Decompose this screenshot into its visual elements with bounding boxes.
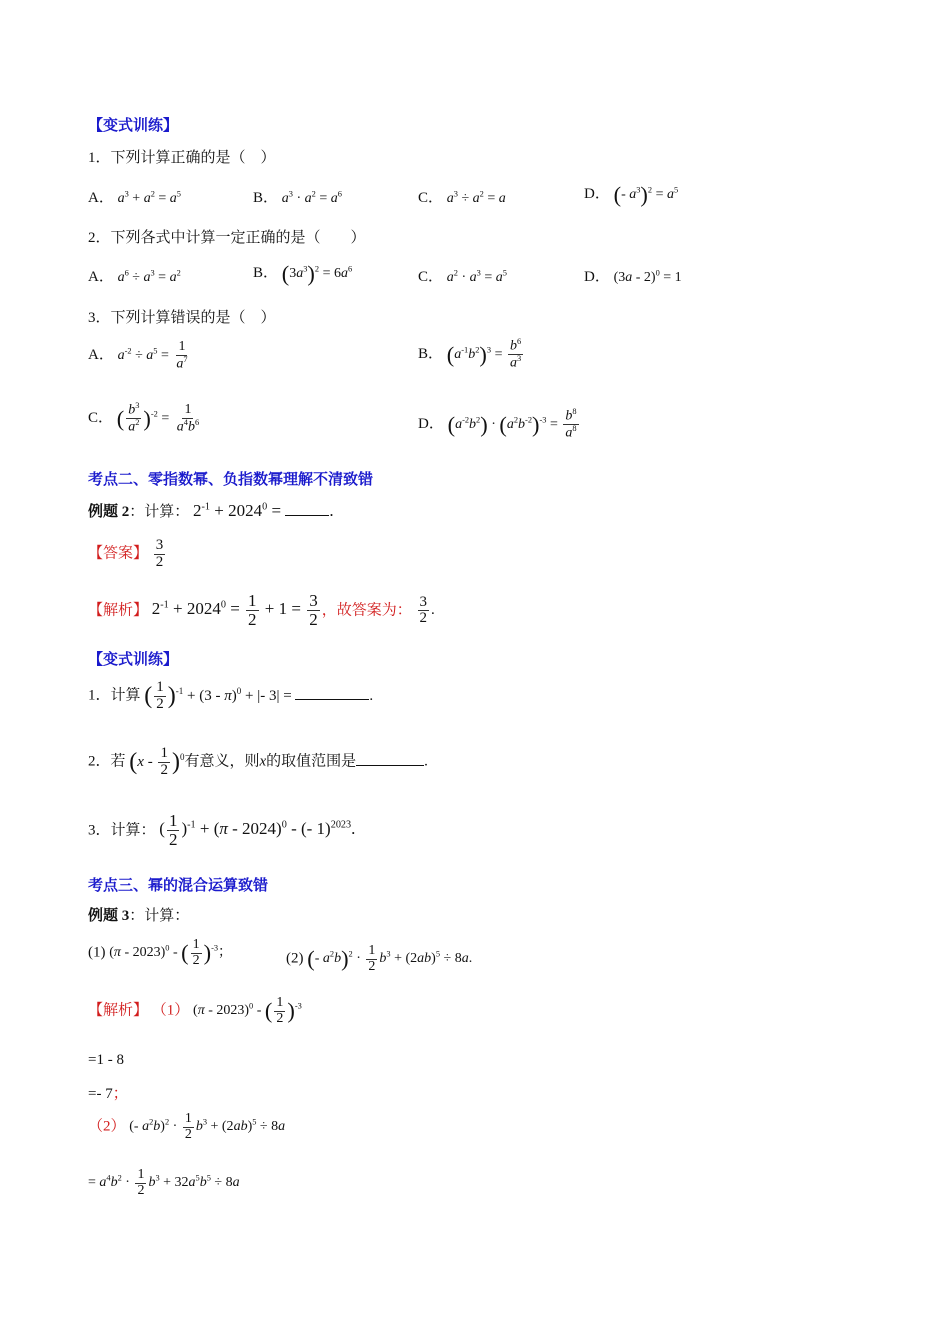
analysis-3-line-2-tail: ；: [112, 1086, 128, 1102]
q1-option-c-label: C．: [418, 190, 444, 206]
q3-option-d-formula: $(a^{-2}b^2) \cdot (a^2b^{-2})^{-3}$ = $\frac{b^8}{a^8}$: [447, 407, 577, 441]
q3-option-c: [88, 402, 203, 436]
q3-option-d: [418, 408, 581, 442]
example-2-answer: [88, 538, 167, 571]
q2-option-a: [88, 265, 181, 286]
analysis-3-label: 【解析】: [88, 1002, 149, 1019]
q1-option-b-formula: $a^3 \cdot a^2 = a^6$: [281, 189, 342, 206]
part-2-formula: (- $a^2b)^2$ · $\frac{1}{2}$ $b^3 + (2ab)^5 \div 8a$.: [307, 943, 473, 974]
example-2: [88, 500, 334, 521]
practice-2-3-label: 3．计算：: [88, 822, 156, 839]
section-heading-mixed-operations: 考点三、幂的混合运算致错: [88, 876, 269, 894]
q1-option-c-formula: $a^3 \div a^2 = a$: [446, 189, 506, 206]
answer-label: 【答案】: [88, 545, 149, 562]
q2-option-b-label: B．: [253, 265, 279, 282]
question-1-stem: 1．下列计算正确的是（ ）: [88, 150, 276, 166]
q2-option-d: [584, 265, 682, 286]
example-2-text: ：计算：: [129, 504, 190, 520]
q2-option-a-formula: $a^6 \div a^3 = a^2$: [117, 268, 181, 285]
section-heading-practice-2: 【变式训练】: [88, 650, 179, 668]
question-2-stem: 2．下列各式中计算一定正确的是（ ）: [88, 230, 366, 246]
q1-option-b: [253, 186, 342, 207]
q3-option-c-label: C．: [88, 410, 114, 427]
section-heading-zero-negative-exponent: 考点二、零指数幂、负指数幂理解不清致错: [88, 470, 374, 488]
q3-option-a: [88, 340, 192, 372]
practice-2-2: 2．若 (x - $\frac{1}{2}$ )$^0$有意义，则x的取值范围是 .: [88, 745, 428, 778]
analysis-3-line-2-text: =- 7: [88, 1086, 113, 1102]
q3-option-d-label: D．: [418, 416, 444, 433]
practice-2-3-formula: ( $\frac{1}{2}$ )$^{-1}$ + (π - 2024)$^0$ - (- 1)$^{2023}$.: [159, 811, 356, 849]
part-1-formula: (π - 2023)$^0$ - ( $\frac{1}{2}$ )$^{-3}$；: [109, 937, 233, 968]
part-1-label: (1): [88, 944, 106, 961]
q3-option-b-label: B．: [418, 346, 444, 363]
q1-option-b-label: B．: [253, 190, 279, 206]
practice-2-1-label: 1．计算: [88, 687, 141, 704]
example-3: [88, 904, 189, 925]
q2-option-a-label: A．: [88, 269, 114, 285]
q2-option-b: [253, 261, 352, 287]
practice-2-2-label: 2．若: [88, 753, 126, 770]
q3-option-b-formula: $(a^{-1}b^2)^3$ = $\frac{b^6}{a^3}$: [446, 337, 522, 371]
analysis-label: 【解析】: [88, 602, 149, 619]
analysis-3-part-2-step: [88, 1168, 240, 1198]
part-2-label: (2): [286, 950, 304, 967]
q1-option-a-label: A．: [88, 190, 114, 206]
q1-option-a-formula: $a^3 + a^2 = a^5$: [117, 189, 181, 206]
practice-2-1: [88, 680, 373, 713]
practice-2-2-text1: 有意义，则: [184, 753, 260, 770]
q3-option-c-formula: ( $\frac{b^3}{a^2}$ )$^{-2}$ = $\frac{1}{a^4b^6}$: [116, 401, 200, 435]
q1-option-d: [584, 182, 678, 208]
q2-option-c: [418, 265, 507, 286]
answer-value: $\frac{3}{2}$: [155, 537, 164, 570]
q1-option-d-formula: (- $a^3)^2 = a^5$: [613, 182, 679, 207]
analysis-3-part-1-formula: (π - 2023)$^0$ - ( $\frac{1}{2}$ )$^{-3}$: [193, 995, 302, 1026]
q2-option-c-formula: $a^2 \cdot a^3 = a^5$: [446, 268, 507, 285]
q3-option-b: [418, 338, 525, 372]
practice-2-3: [88, 812, 355, 849]
example-3-analysis-1: [88, 996, 302, 1026]
analysis-3-line-2: [88, 1082, 128, 1103]
q2-option-b-formula: $(3a^3)^2 = 6a^6$: [281, 261, 353, 286]
example-3-label: 例题 3: [88, 908, 130, 924]
q1-option-c: [418, 186, 506, 207]
example-2-formula: $2^{-1} + 2024^0$ = .: [193, 501, 334, 520]
q1-option-a: [88, 186, 181, 207]
analysis-3-line-1: =1 - 8: [88, 1052, 124, 1068]
analysis-result: $\frac{3}{2}$ .: [419, 593, 435, 627]
section-heading-practice: 【变式训练】: [88, 116, 179, 134]
example-3-part-1: [88, 938, 232, 968]
analysis-tail: ，故答案为：: [321, 602, 412, 619]
analysis-3-part-2-label: （2）: [88, 1118, 126, 1135]
analysis-3-part-2-formula: (- $a^2b)^2$ · $\frac{1}{2}$ $b^3 + (2ab)^5 \div 8a$: [129, 1111, 286, 1142]
example-2-analysis: [88, 592, 435, 629]
q2-option-c-label: C．: [418, 269, 444, 285]
q2-option-d-label: D．: [584, 269, 610, 285]
analysis-3-part-2: [88, 1112, 285, 1142]
q3-option-a-label: A．: [88, 347, 114, 364]
q3-option-a-formula: $a^{-2} \div a^5$ = $\frac{1}{a^7}$: [117, 339, 188, 372]
q2-option-d-formula: (3a - 2)$^0$ = 1: [613, 268, 682, 285]
analysis-3-part-1: （1）: [151, 1002, 190, 1019]
example-3-part-2: [286, 944, 472, 974]
variable-x: x: [259, 753, 267, 770]
example-2-label: 例题 2: [88, 504, 130, 520]
analysis-3-step-formula: = $a^4b^2$ · $\frac{1}{2}$ $b^3 + 32a^5b^5 \div 8a$: [88, 1167, 240, 1198]
q1-option-d-label: D．: [584, 186, 610, 203]
practice-2-1-formula: ( $\frac{1}{2}$ )$^{-1}$ + (3 - π)$^0$ + |- 3| = .: [144, 679, 374, 712]
question-3-stem: 3．下列计算错误的是（ ）: [88, 310, 276, 326]
example-3-text: ：计算：: [129, 908, 190, 924]
practice-2-2-text2: 的取值范围是: [266, 753, 357, 770]
analysis-formula: $2^{-1} + 2024^0$ = $\frac{1}{2}$ + 1 = $\frac{3}{2}$: [151, 591, 318, 629]
practice-2-2-formula: (x - $\frac{1}{2}$ )$^0$: [129, 745, 185, 778]
